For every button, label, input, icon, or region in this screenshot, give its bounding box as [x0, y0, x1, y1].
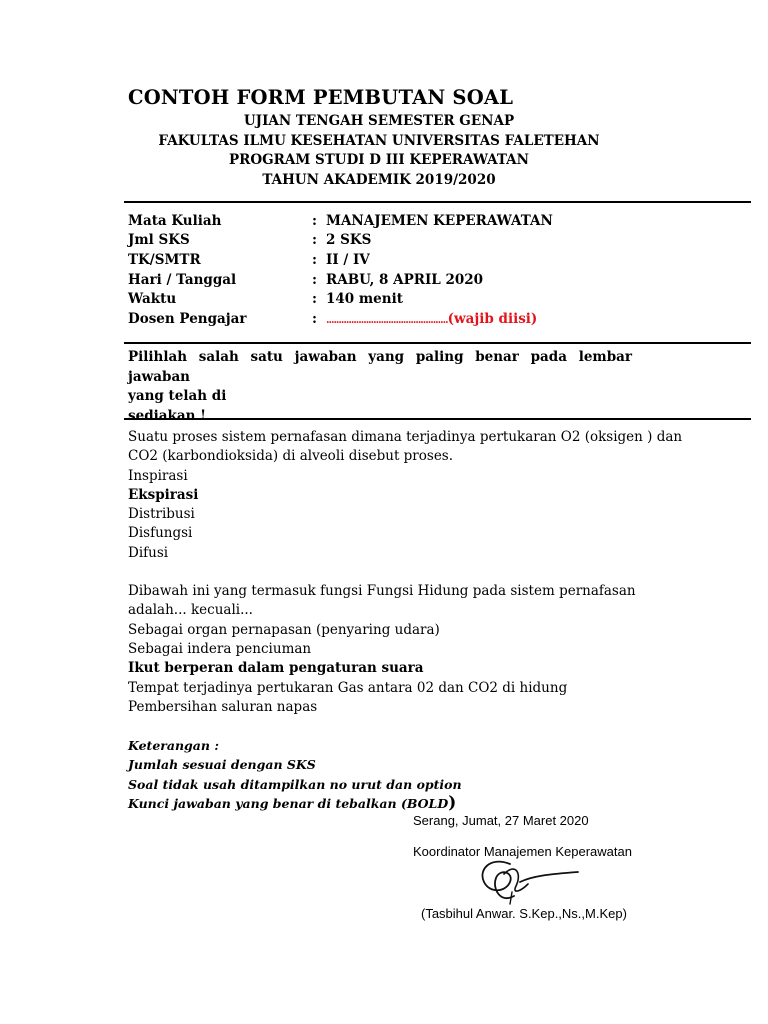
note-item: [128, 794, 548, 813]
header-line-exam: UJIAN TENGAH SEMESTER GENAP: [243, 113, 515, 129]
info-label: Mata Kuliah: [128, 212, 222, 229]
info-value: MANAJEMEN KEPERAWATAN: [326, 212, 553, 229]
info-value: 140 menit: [326, 291, 403, 308]
question-2-text: Dibawah ini yang termasuk fungsi Fungsi Hidung pada sistem pernafasan: [128, 583, 636, 600]
info-row-time: [128, 289, 728, 309]
info-value: RABU, 8 APRIL 2020: [326, 271, 484, 288]
signature-place-date: Serang, Jumat, 27 Maret 2020: [413, 813, 589, 828]
divider-top: [124, 201, 751, 203]
instruction-line: sediakan !: [128, 407, 207, 424]
header-line-faculty: FAKULTAS ILMU KESEHATAN UNIVERSITAS FALETEHAN: [158, 132, 600, 149]
form-title: CONTOH FORM PEMBUTAN SOAL: [128, 86, 514, 109]
divider-middle: [124, 342, 751, 344]
info-label: Jml SKS: [128, 232, 190, 249]
question-1-option: Difusi: [128, 544, 169, 561]
question-2-option: Tempat terjadinya pertukaran Gas antara 02 dan CO2 di hidung: [128, 679, 568, 696]
info-label: Hari / Tanggal: [128, 271, 237, 288]
info-colon: :: [312, 291, 317, 308]
question-1-correct-option: Ekspirasi: [128, 486, 199, 503]
info-label: TK/SMTR: [128, 251, 201, 268]
info-colon: :: [312, 232, 317, 249]
info-label: Waktu: [128, 291, 177, 308]
info-value: II / IV: [326, 251, 370, 268]
note-item-text: Kunci jawaban yang benar di tebalkan (BOLD: [128, 795, 449, 811]
handwritten-signature: [470, 852, 580, 912]
info-colon: :: [312, 212, 317, 229]
note-closing-paren: ): [448, 792, 457, 813]
question-2-text: adalah... kecuali...: [128, 602, 253, 619]
divider-bottom: [124, 418, 751, 420]
info-row-sks: [128, 231, 728, 251]
lecturer-required-field: [326, 311, 537, 327]
question-2-correct-option: Ikut berperan dalam pengaturan suara: [128, 660, 424, 677]
info-row-date: [128, 270, 728, 290]
instruction-line: Pilihlah salah satu jawaban yang paling benar pada lembar jawaban: [128, 349, 632, 385]
question-2-option: Pembersihan saluran napas: [128, 698, 318, 715]
note-item: Jumlah sesuai dengan SKS: [128, 757, 316, 773]
required-note: (wajib diisi): [447, 310, 538, 327]
notes-section: [128, 736, 548, 813]
questions-section: [128, 428, 708, 717]
signature-name: (Tasbihul Anwar. S.Kep.,Ns.,M.Kep): [421, 906, 627, 921]
exam-header: [128, 112, 630, 190]
notes-heading: Keterangan :: [128, 738, 219, 753]
info-colon: :: [312, 310, 317, 327]
course-info-table: [128, 211, 728, 329]
header-line-program: PROGRAM STUDI D III KEPERAWATAN: [229, 152, 529, 168]
instruction-text: [128, 348, 632, 426]
question-2-option: Sebagai indera penciuman: [128, 640, 312, 657]
question-1-option: Inspirasi: [128, 467, 188, 484]
header-line-year: TAHUN AKADEMIK 2019/2020: [262, 171, 496, 188]
instruction-line: yang telah di: [128, 388, 227, 404]
signature-role: Koordinator Manajemen Keperawatan: [413, 844, 632, 859]
question-1-text: Suatu proses sistem pernafasan dimana terjadinya pertukaran O2 (oksigen ) dan: [128, 429, 683, 445]
info-label: Dosen Pengajar: [128, 310, 247, 327]
question-2-option: Sebagai organ pernapasan (penyaring udara): [128, 621, 440, 638]
question-1-text: CO2 (karbondioksida) di alveoli disebut proses.: [128, 448, 454, 465]
info-colon: :: [312, 271, 317, 288]
question-1-option: Distribusi: [128, 506, 195, 523]
info-row-course: [128, 211, 728, 231]
info-row-level-semester: [128, 250, 728, 270]
note-item: Soal tidak usah ditampilkan no urut dan option: [128, 776, 462, 792]
question-1-option: Disfungsi: [128, 525, 193, 542]
lecturer-blank-dots: .................................................: [326, 314, 448, 326]
info-row-lecturer: [128, 309, 728, 329]
info-value: 2 SKS: [326, 232, 372, 249]
info-colon: :: [312, 251, 317, 268]
